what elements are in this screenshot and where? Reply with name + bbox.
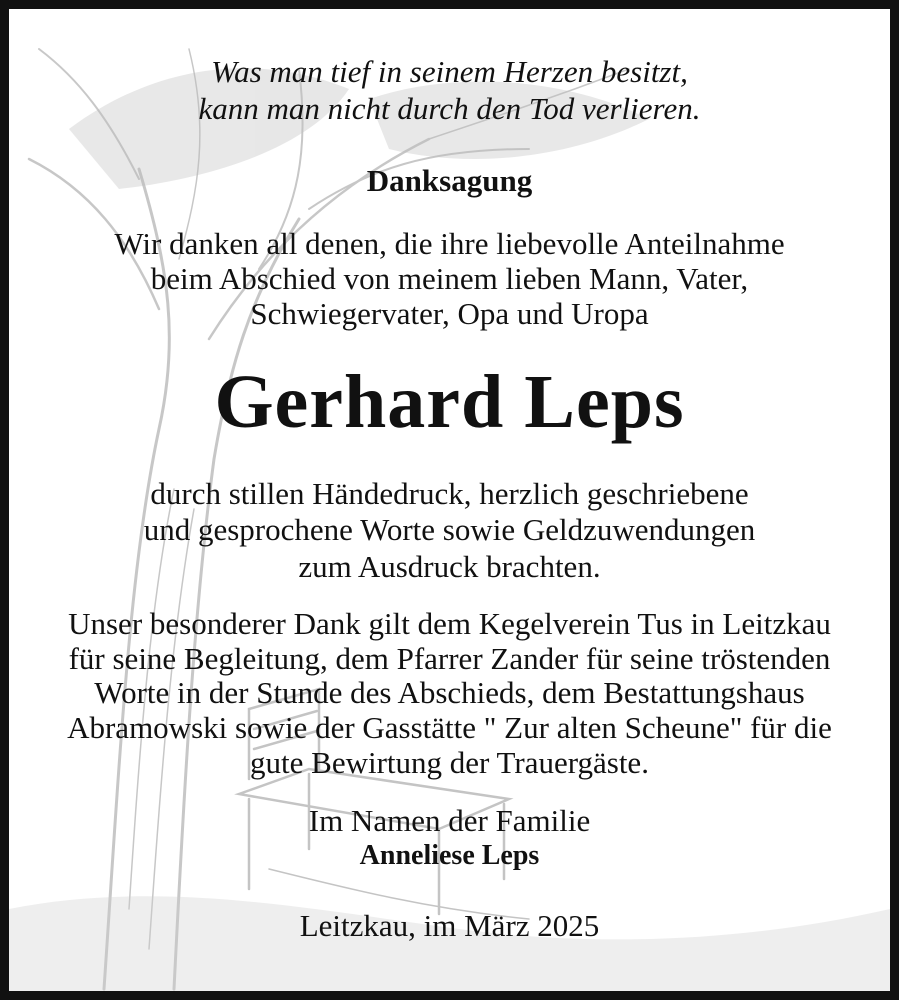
heading-danksagung: Danksagung (366, 163, 533, 198)
intro-line-3: Schwiegervater, Opa und Uropa (250, 296, 649, 331)
family-line: Im Namen der Familie (308, 803, 591, 838)
intro-line-2: beim Abschied von meinem lieben Mann, Vater, (150, 261, 749, 296)
signatory-name: Anneliese Leps (359, 840, 540, 871)
intro-line-1: Wir danken all denen, die ihre liebevolle Anteilnahme (114, 226, 785, 261)
notice-content (9, 9, 890, 991)
thanks-line-3: Worte in der Stunde des Abschieds, dem Bestattungshaus (94, 675, 805, 710)
thanks-line-5: gute Bewirtung der Trauergäste. (250, 745, 649, 780)
expression-line-1: durch stillen Händedruck, herzlich geschriebene (150, 476, 749, 511)
motto-line-1: Was man tief in seinem Herzen besitzt, (211, 54, 688, 89)
thanks-line-1: Unser besonderer Dank gilt dem Kegelverein Tus in Leitzkau (68, 606, 831, 641)
place-date: Leitzkau, im März 2025 (299, 908, 600, 943)
expression-line-2: und gesprochene Worte sowie Geldzuwendungen (143, 512, 756, 547)
thanks-line-4: Abramowski sowie der Gasstätte " Zur alten Scheune" für die (67, 710, 832, 745)
thanks-line-2: für seine Begleitung, dem Pfarrer Zander für seine tröstenden (68, 641, 831, 676)
deceased-name: Gerhard Leps (214, 360, 685, 444)
motto-line-2: kann man nicht durch den Tod verlieren. (198, 91, 701, 126)
expression-line-3: zum Ausdruck brachten. (298, 549, 601, 584)
